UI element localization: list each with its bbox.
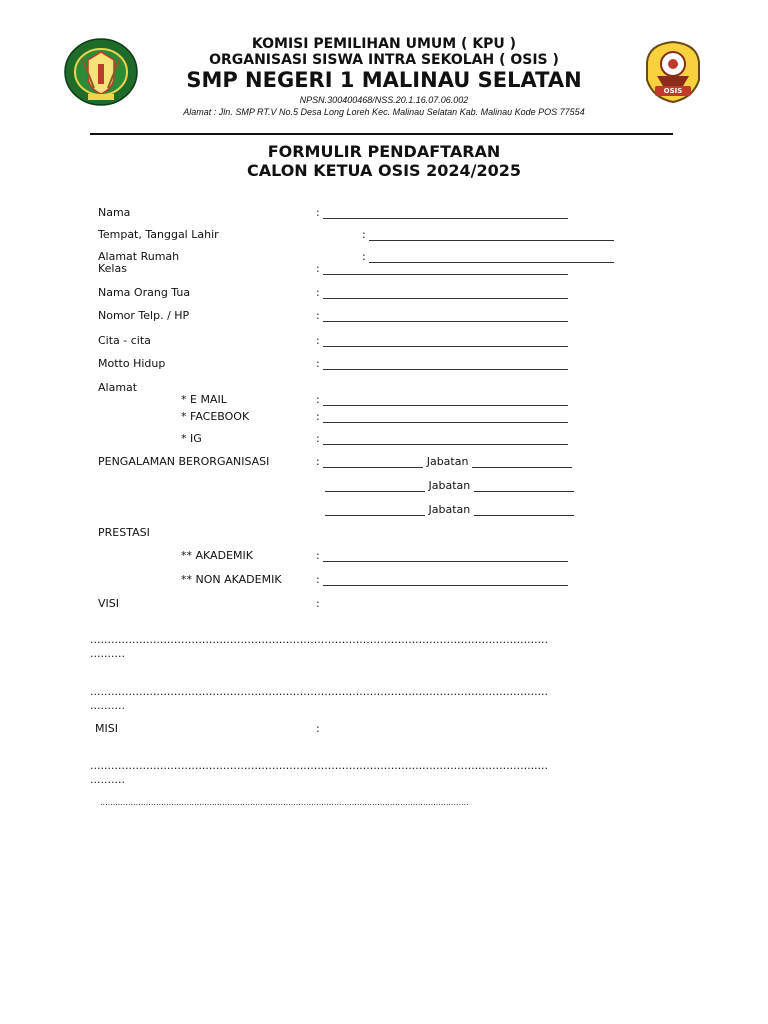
osis-badge-text: OSIS [663,87,683,95]
label-orang-tua: Nama Orang Tua [98,286,191,299]
visi-dotted-line-1-cont: .......... [90,647,125,660]
label-alamat: Alamat [98,381,138,394]
colon: : [316,286,320,299]
header-divider [90,133,673,135]
field-organisasi-3[interactable] [325,503,574,516]
header-line-1: KOMISI PEMILIHAN UMUM ( KPU ) [251,36,517,52]
label-nama: Nama [98,206,131,219]
visi-dotted-line-1[interactable]: ................................................................................................................................... [90,633,549,646]
form-title-line-1: FORMULIR PENDAFTARAN [267,142,501,161]
colon: : [316,357,320,370]
label-facebook: * FACEBOOK [181,410,250,423]
label-telp: Nomor Telp. / HP [98,309,190,322]
colon: : [316,393,320,406]
label-non-akademik: ** NON AKADEMIK [181,573,282,586]
field-nama[interactable] [316,206,568,219]
label-prestasi: PRESTASI [98,526,150,539]
field-ttl[interactable] [362,228,614,241]
label-akademik: ** AKADEMIK [181,549,253,562]
label-visi: VISI [98,597,119,610]
label-email: * E MAIL [181,393,227,406]
colon: : [316,309,320,322]
field-cita[interactable] [316,334,568,347]
jabatan-label: Jabatan [426,455,469,468]
osis-logo-icon [643,40,703,104]
colon: : [316,455,320,468]
header-line-2: ORGANISASI SISWA INTRA SEKOLAH ( OSIS ) [209,52,559,68]
colon: : [316,206,320,219]
colon: : [316,334,320,347]
field-motto[interactable] [316,357,568,370]
npsn-line: NPSN.300400468/NSS.20.1.16.07.06.002 [299,95,469,105]
colon: : [316,410,320,423]
label-pengalaman: PENGALAMAN BERORGANISASI [98,455,270,468]
label-misi: MISI [95,722,118,735]
label-ttl: Tempat, Tanggal Lahir [98,228,219,241]
colon: : [316,722,320,735]
misi-dotted-line-1-cont: .......... [90,773,125,786]
field-akademik[interactable] [316,549,568,562]
misi-dotted-line-2[interactable]: ................................................................................................................................................. [100,798,469,807]
label-alamat-rumah: Alamat Rumah [98,250,180,263]
form-title-line-2: CALON KETUA OSIS 2024/2025 [246,161,522,180]
label-kelas: Kelas [98,262,127,275]
visi-dotted-line-2[interactable]: ................................................................................................................................... [90,685,549,698]
address-line: Alamat : Jln. SMP RT.V No.5 Desa Long Loreh Kec. Malinau Selatan Kab. Malinau Kode POS 77554 [183,107,585,117]
jabatan-label: Jabatan [428,479,471,492]
visi-dotted-line-2-cont: .......... [90,699,125,712]
misi-dotted-line-1[interactable]: ................................................................................................................................... [90,759,549,772]
field-ig[interactable] [316,432,568,445]
field-facebook[interactable] [316,410,568,423]
field-organisasi-1[interactable] [316,455,572,468]
colon: : [362,250,366,263]
label-cita: Cita - cita [98,334,151,347]
colon: : [316,597,320,610]
field-orang-tua[interactable] [316,286,568,299]
colon: : [316,262,320,275]
jabatan-label: Jabatan [428,503,471,516]
colon: : [316,549,320,562]
colon: : [316,432,320,445]
field-non-akademik[interactable] [316,573,568,586]
field-kelas[interactable] [316,262,568,275]
label-motto: Motto Hidup [98,357,166,370]
colon: : [316,573,320,586]
school-name: SMP NEGERI 1 MALINAU SELATAN [186,68,582,92]
school-crest-icon [64,38,138,106]
label-ig: * IG [181,432,202,445]
field-organisasi-2[interactable] [325,479,574,492]
field-email[interactable] [316,393,568,406]
field-telp[interactable] [316,309,568,322]
colon: : [362,228,366,241]
